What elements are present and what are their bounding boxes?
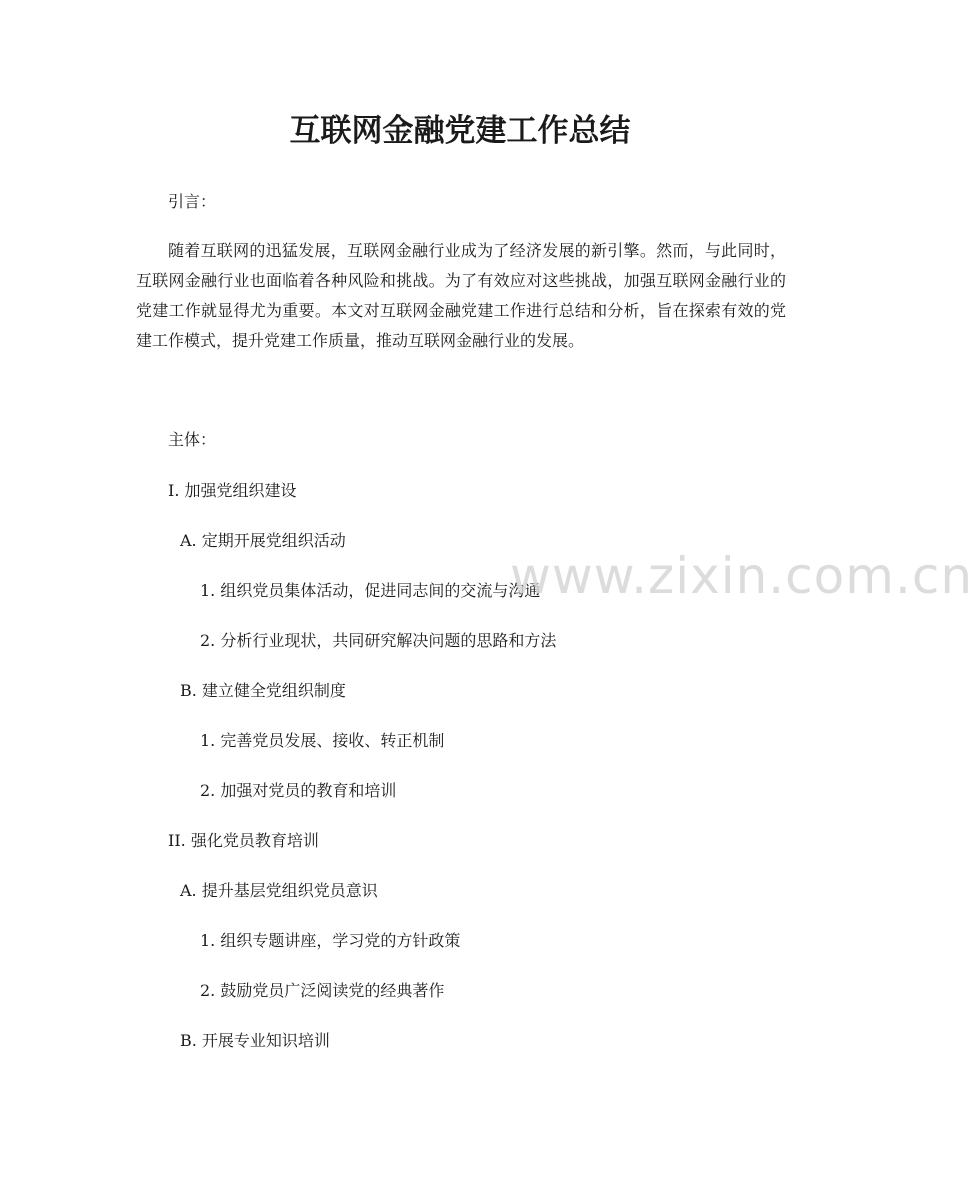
outline-section-2-b: B. 开展专业知识培训 (180, 1031, 330, 1050)
outline-section-1-a-2: 2. 分析行业现状，共同研究解决问题的思路和方法 (200, 631, 557, 650)
outline-section-1: I. 加强党组织建设 (168, 481, 297, 500)
outline-section-2: II. 强化党员教育培训 (168, 831, 319, 850)
outline-section-1-b-1: 1. 完善党员发展、接收、转正机制 (200, 731, 445, 750)
page-title: 互联网金融党建工作总结 (289, 113, 631, 149)
outline-section-1-a: A. 定期开展党组织活动 (180, 531, 346, 550)
outline-section-1-a-1: 1. 组织党员集体活动，促进同志间的交流与沟通 (200, 581, 541, 600)
watermark: www.zixin.com.cn (510, 547, 973, 605)
outline-section-2-a-2: 2. 鼓励党员广泛阅读党的经典著作 (200, 981, 445, 1000)
body-heading: 主体： (168, 430, 217, 449)
intro-heading: 引言： (168, 192, 217, 211)
intro-paragraph: 随着互联网的迅猛发展，互联网金融行业成为了经济发展的新引擎。然而，与此同时，互联网金融行业也面临着各种风险和挑战。为了有效应对这些挑战，加强互联网金融行业的党建工作就显得尤为重要。本文对互联网金融党建工作进行总结和分析，旨在探索有效的党建工作模式，提升党建工作质量，推动互联网金融行业的发展。 (136, 241, 786, 350)
outline-section-1-b: B. 建立健全党组织制度 (180, 681, 346, 700)
outline-section-1-b-2: 2. 加强对党员的教育和培训 (200, 781, 397, 800)
outline-section-2-a: A. 提升基层党组织党员意识 (180, 881, 378, 900)
outline-section-2-a-1: 1. 组织专题讲座，学习党的方针政策 (200, 931, 461, 950)
